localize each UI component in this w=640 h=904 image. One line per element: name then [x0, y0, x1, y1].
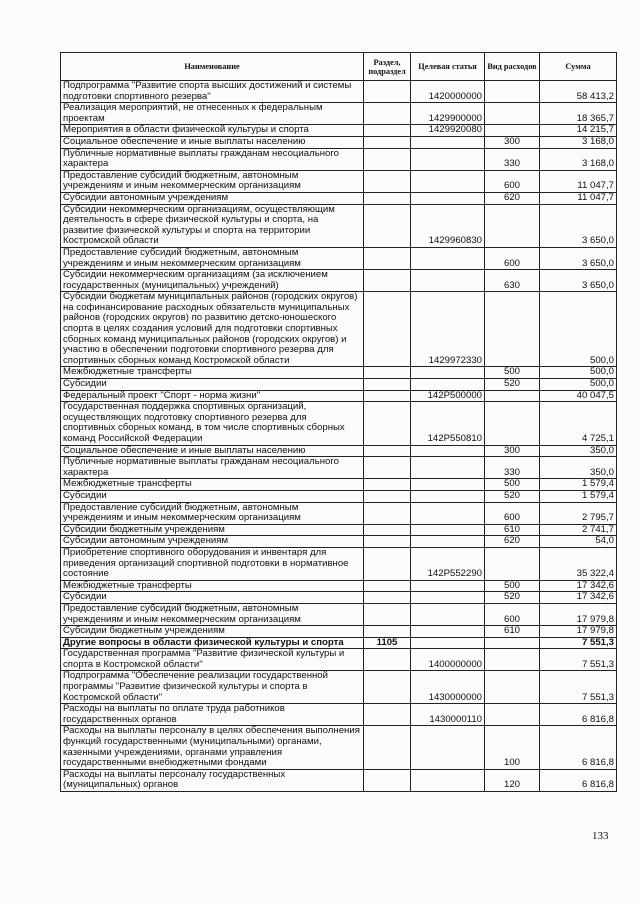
cell-target: 1429960830 — [411, 204, 485, 247]
table-row — [61, 502, 617, 524]
cell-type: 520 — [485, 592, 540, 604]
cell-sum: 2 795,7 — [540, 502, 617, 524]
cell-type: 610 — [485, 626, 540, 638]
cell-target — [411, 445, 485, 457]
cell-type — [485, 671, 540, 704]
table-header-row — [61, 53, 617, 81]
table-row — [61, 649, 617, 671]
table-row — [61, 125, 617, 137]
cell-type: 600 — [485, 502, 540, 524]
table-body — [61, 81, 617, 792]
budget-table — [60, 52, 617, 792]
table-row — [61, 769, 617, 791]
header-sum: Сумма — [540, 53, 617, 81]
cell-section — [364, 81, 411, 103]
cell-target: 1430000000 — [411, 671, 485, 704]
cell-type: 300 — [485, 445, 540, 457]
cell-type: 520 — [485, 490, 540, 502]
cell-sum: 1 579,4 — [540, 490, 617, 502]
header-type: Вид расходов — [485, 53, 540, 81]
header-target: Целевая статья — [411, 53, 485, 81]
cell-section — [364, 192, 411, 204]
cell-target: 1400000000 — [411, 649, 485, 671]
cell-sum: 58 413,2 — [540, 81, 617, 103]
cell-name: Социальное обеспечение и иные выплаты населению — [61, 445, 364, 457]
table-row — [61, 292, 617, 367]
cell-name: Расходы на выплаты по оплате труда работников государственных органов — [61, 704, 364, 726]
cell-section — [364, 136, 411, 148]
cell-section — [364, 270, 411, 292]
cell-name: Предоставление субсидий бюджетным, автономным учреждениям и иным некоммерческим организациям — [61, 502, 364, 524]
cell-name: Субсидии — [61, 379, 364, 391]
cell-type — [485, 292, 540, 367]
cell-target — [411, 769, 485, 791]
cell-name: Субсидии автономным учреждениям — [61, 192, 364, 204]
cell-type: 620 — [485, 536, 540, 548]
cell-target — [411, 170, 485, 192]
table-row — [61, 457, 617, 479]
cell-target — [411, 457, 485, 479]
cell-type: 100 — [485, 726, 540, 769]
table-row — [61, 592, 617, 604]
cell-type: 620 — [485, 192, 540, 204]
cell-sum: 11 047,7 — [540, 192, 617, 204]
table-row — [61, 247, 617, 269]
cell-target: 1420000000 — [411, 81, 485, 103]
cell-name: Субсидии бюджетным учреждениям — [61, 626, 364, 638]
cell-section — [364, 524, 411, 536]
cell-target — [411, 192, 485, 204]
cell-sum: 7 551,3 — [540, 671, 617, 704]
cell-sum: 17 342,6 — [540, 580, 617, 592]
cell-type: 300 — [485, 136, 540, 148]
cell-sum: 350,0 — [540, 457, 617, 479]
cell-type: 600 — [485, 170, 540, 192]
cell-type — [485, 704, 540, 726]
cell-sum: 3 650,0 — [540, 247, 617, 269]
cell-section — [364, 402, 411, 445]
cell-type: 610 — [485, 524, 540, 536]
cell-sum: 6 816,8 — [540, 769, 617, 791]
cell-type — [485, 637, 540, 649]
table-row — [61, 367, 617, 379]
cell-sum: 17 979,8 — [540, 626, 617, 638]
cell-sum: 7 551,3 — [540, 649, 617, 671]
table-row — [61, 726, 617, 769]
cell-sum: 17 342,6 — [540, 592, 617, 604]
table-row — [61, 170, 617, 192]
cell-name: Приобретение спортивного оборудования и инвентаря для приведения организаций спортивной подготовки в нормативное состояние — [61, 547, 364, 580]
cell-section — [364, 671, 411, 704]
cell-sum: 2 741,7 — [540, 524, 617, 536]
cell-name: Государственная поддержка спортивных организаций, осуществляющих подготовку спортивного резерва для спортивных сборных команд, в том числе спортивных сборных команд Российской Федерации — [61, 402, 364, 445]
table-row — [61, 704, 617, 726]
cell-type — [485, 402, 540, 445]
table-row — [61, 379, 617, 391]
cell-sum: 11 047,7 — [540, 170, 617, 192]
cell-target: 142P552290 — [411, 547, 485, 580]
cell-target — [411, 367, 485, 379]
table-row — [61, 547, 617, 580]
cell-sum: 3 168,0 — [540, 136, 617, 148]
cell-name: Публичные нормативные выплаты гражданам несоциального характера — [61, 457, 364, 479]
cell-section — [364, 367, 411, 379]
table-row — [61, 479, 617, 491]
table-row — [61, 402, 617, 445]
cell-name: Субсидии — [61, 592, 364, 604]
table-row — [61, 637, 617, 649]
cell-name: Федеральный проект "Спорт - норма жизни" — [61, 390, 364, 402]
cell-sum: 6 816,8 — [540, 704, 617, 726]
cell-section — [364, 490, 411, 502]
cell-section — [364, 204, 411, 247]
cell-type: 630 — [485, 270, 540, 292]
cell-name: Подпрограмма "Обеспечение реализации государственной программы "Развитие физической культуры и спорта в Костромской области" — [61, 671, 364, 704]
table-row — [61, 536, 617, 548]
cell-type — [485, 204, 540, 247]
cell-target: 142P500000 — [411, 390, 485, 402]
cell-type — [485, 103, 540, 125]
table-row — [61, 81, 617, 103]
cell-name: Расходы на выплаты персоналу в целях обеспечения выполнения функций государственными (муниципальными) органами, казенными учреждениями, органами управления государственными внебюджетными фондами — [61, 726, 364, 769]
cell-target — [411, 247, 485, 269]
cell-section — [364, 379, 411, 391]
table-row — [61, 445, 617, 457]
cell-sum: 500,0 — [540, 292, 617, 367]
cell-section — [364, 726, 411, 769]
cell-section — [364, 769, 411, 791]
cell-type: 330 — [485, 457, 540, 479]
cell-name: Предоставление субсидий бюджетным, автономным учреждениям и иным некоммерческим организациям — [61, 247, 364, 269]
cell-name: Реализация мероприятий, не отнесенных к федеральным проектам — [61, 103, 364, 125]
cell-sum: 3 168,0 — [540, 148, 617, 170]
cell-section — [364, 445, 411, 457]
cell-type: 500 — [485, 479, 540, 491]
cell-type — [485, 649, 540, 671]
table-row — [61, 103, 617, 125]
cell-type: 500 — [485, 580, 540, 592]
cell-type — [485, 81, 540, 103]
header-name: Наименование — [61, 53, 364, 81]
cell-target — [411, 524, 485, 536]
table-row — [61, 204, 617, 247]
table-row — [61, 603, 617, 625]
cell-target — [411, 490, 485, 502]
cell-sum: 500,0 — [540, 367, 617, 379]
cell-target — [411, 379, 485, 391]
cell-target — [411, 536, 485, 548]
cell-section — [364, 390, 411, 402]
cell-name: Субсидии — [61, 490, 364, 502]
cell-section — [364, 247, 411, 269]
cell-target — [411, 603, 485, 625]
cell-section — [364, 457, 411, 479]
cell-target — [411, 148, 485, 170]
table-row — [61, 192, 617, 204]
cell-section — [364, 479, 411, 491]
cell-section — [364, 502, 411, 524]
table-row — [61, 136, 617, 148]
cell-name: Расходы на выплаты персоналу государственных (муниципальных) органов — [61, 769, 364, 791]
cell-type: 600 — [485, 603, 540, 625]
cell-target: 1429920080 — [411, 125, 485, 137]
cell-target: 1429900000 — [411, 103, 485, 125]
cell-section — [364, 536, 411, 548]
cell-sum: 4 725,1 — [540, 402, 617, 445]
cell-section: 1105 — [364, 637, 411, 649]
cell-name: Государственная программа "Развитие физической культуры и спорта в Костромской области" — [61, 649, 364, 671]
cell-name: Другие вопросы в области физической культуры и спорта — [61, 637, 364, 649]
page-number: 133 — [592, 830, 609, 842]
cell-section — [364, 626, 411, 638]
table-row — [61, 270, 617, 292]
table-row — [61, 580, 617, 592]
cell-type: 120 — [485, 769, 540, 791]
cell-target — [411, 479, 485, 491]
cell-type: 520 — [485, 379, 540, 391]
cell-section — [364, 649, 411, 671]
cell-section — [364, 580, 411, 592]
cell-section — [364, 170, 411, 192]
cell-target — [411, 270, 485, 292]
table-row — [61, 671, 617, 704]
table-row — [61, 524, 617, 536]
cell-type — [485, 125, 540, 137]
cell-name: Межбюджетные трансферты — [61, 479, 364, 491]
cell-section — [364, 125, 411, 137]
cell-target — [411, 592, 485, 604]
cell-sum: 7 551,3 — [540, 637, 617, 649]
cell-name: Подпрограмма "Развитие спорта высших достижений и системы подготовки спортивного резерва" — [61, 81, 364, 103]
cell-type: 600 — [485, 247, 540, 269]
cell-sum: 3 650,0 — [540, 270, 617, 292]
cell-target: 1430000110 — [411, 704, 485, 726]
cell-sum: 40 047,5 — [540, 390, 617, 402]
header-section: Раздел, подраздел — [364, 53, 411, 81]
cell-section — [364, 292, 411, 367]
cell-sum: 54,0 — [540, 536, 617, 548]
cell-name: Межбюджетные трансферты — [61, 367, 364, 379]
cell-name: Социальное обеспечение и иные выплаты населению — [61, 136, 364, 148]
cell-sum: 350,0 — [540, 445, 617, 457]
cell-name: Предоставление субсидий бюджетным, автономным учреждениям и иным некоммерческим организациям — [61, 603, 364, 625]
cell-sum: 17 979,8 — [540, 603, 617, 625]
cell-name: Мероприятия в области физической культуры и спорта — [61, 125, 364, 137]
cell-target — [411, 726, 485, 769]
cell-name: Публичные нормативные выплаты гражданам несоциального характера — [61, 148, 364, 170]
cell-type: 500 — [485, 367, 540, 379]
cell-section — [364, 704, 411, 726]
cell-section — [364, 603, 411, 625]
cell-sum: 14 215,7 — [540, 125, 617, 137]
cell-name: Субсидии автономным учреждениям — [61, 536, 364, 548]
cell-section — [364, 103, 411, 125]
cell-target: 1429972330 — [411, 292, 485, 367]
cell-target: 142P550810 — [411, 402, 485, 445]
table-row — [61, 490, 617, 502]
cell-type — [485, 547, 540, 580]
cell-sum: 18 365,7 — [540, 103, 617, 125]
cell-section — [364, 547, 411, 580]
cell-target — [411, 580, 485, 592]
cell-section — [364, 148, 411, 170]
cell-type: 330 — [485, 148, 540, 170]
cell-name: Предоставление субсидий бюджетным, автономным учреждениям и иным некоммерческим организациям — [61, 170, 364, 192]
cell-target — [411, 502, 485, 524]
cell-type — [485, 390, 540, 402]
cell-name: Субсидии некоммерческим организациям, осуществляющим деятельность в сфере физической культуры и спорта, на развитие физической культуры и спорта на территории Костромской области — [61, 204, 364, 247]
cell-name: Межбюджетные трансферты — [61, 580, 364, 592]
cell-section — [364, 592, 411, 604]
cell-target — [411, 637, 485, 649]
cell-sum: 1 579,4 — [540, 479, 617, 491]
table-row — [61, 626, 617, 638]
cell-sum: 3 650,0 — [540, 204, 617, 247]
table-row — [61, 390, 617, 402]
cell-sum: 500,0 — [540, 379, 617, 391]
cell-target — [411, 626, 485, 638]
cell-name: Субсидии некоммерческим организациям (за исключением государственных (муниципальных) учреждений) — [61, 270, 364, 292]
cell-sum: 35 322,4 — [540, 547, 617, 580]
cell-sum: 6 816,8 — [540, 726, 617, 769]
cell-target — [411, 136, 485, 148]
table-row — [61, 148, 617, 170]
cell-name: Субсидии бюджетным учреждениям — [61, 524, 364, 536]
cell-name: Субсидии бюджетам муниципальных районов (городских округов) на софинансирование расходных обязательств муниципальных районов (городских округов) по развитию детско-юношеского спорта в целях создания условий для подготовки спортивных сборных команд муниципальных районов (городских округов) и участию в обеспечении подготовки спортивного резерва для спортивных сборных команд Костромской области — [61, 292, 364, 367]
